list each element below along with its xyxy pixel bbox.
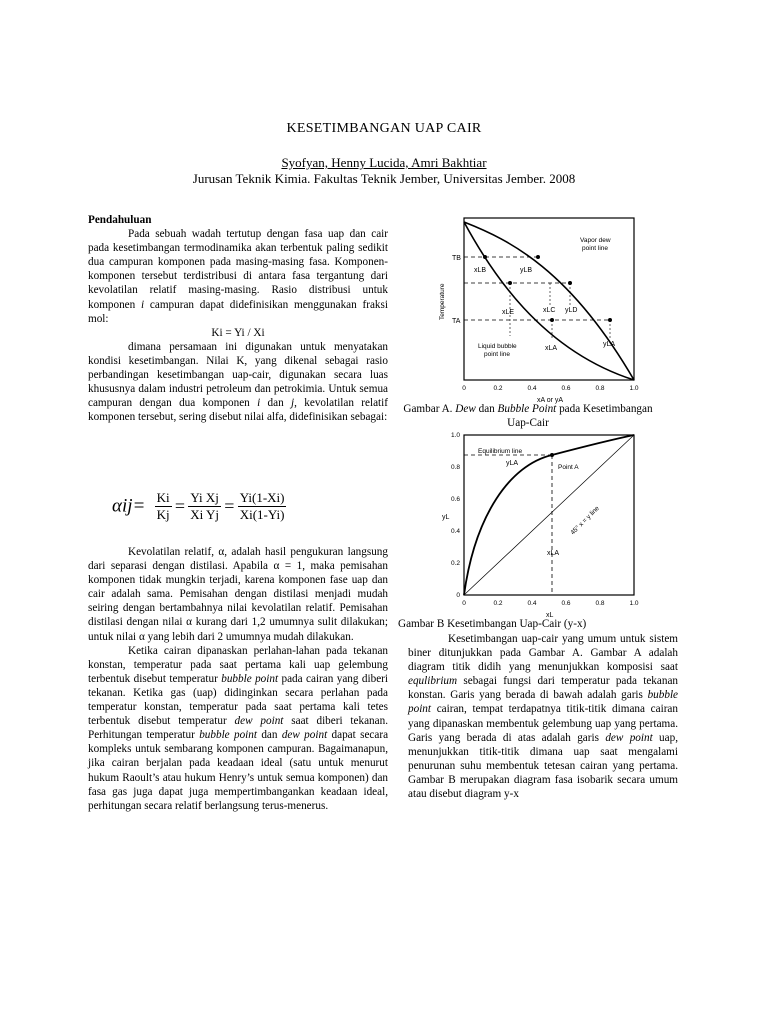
- x-tick-label: 0.6: [561, 600, 571, 607]
- figa-label-liquid: Liquid bubble: [478, 343, 517, 350]
- y-tick-label: 0.2: [450, 560, 460, 567]
- figa-label-xle: xLE: [502, 309, 515, 316]
- figa-label-ta: TA: [452, 318, 461, 325]
- figa-label-yla: yLA: [603, 341, 616, 348]
- figb-label-yla: yLA: [506, 460, 519, 467]
- figa-label-ylb: yLB: [520, 267, 533, 274]
- alpha-paragraph: Kevolatilan relatif, α, adalah hasil pengukuran langsung dari separasi dengan distilasi. Apabila α = 1, maka pemisahan komponen tidak mungkin terjadi, karena komponen fase uap dan cair adalah sama. Pemisahan dengan distilasi menjadi mudah seiring dengan bertambahnya nilai kevolatilan relatif. Pemisahan distilasi dengan nilai α kurang dari 1,2 umumnya sulit dilakukan; untuk nilai α yang lebih dari 2 umumnya mudah dilakukan.: [88, 546, 388, 643]
- left-column-lower: [88, 545, 388, 813]
- figb-label-point-a: Point A: [558, 464, 579, 471]
- figa-point: [483, 255, 487, 259]
- intro-paragraph: Pada sebuah wadah tertutup dengan fasa uap dan cair pada kesetimbangan termodinamika akan terbentuk paling sedikit dua campuran komponen pada masing-masing fasa. Komponen-komponen tersebut terdistribusi di antara fasa tergantung dari kevolatilan relatif masing-masing. Rasio distribusi untuk komponen i campuran dapat didefinisikan menggunakan fraksi mol:: [88, 228, 388, 325]
- alpha-lhs: αij=: [112, 495, 146, 517]
- figa-xticks: [462, 385, 639, 392]
- fraction-k: $\frac{Ki}{Kj}$: [156, 490, 170, 522]
- affiliation: Jurusan Teknik Kimia. Fakultas Teknik Jember, Universitas Jember. 2008: [192, 171, 576, 186]
- x-tick-label: 0: [462, 600, 466, 607]
- figa-point: [536, 255, 540, 259]
- fraction-expanded: $\frac{Yi(1-Xi)}{Xi(1-Yi)}$: [239, 490, 285, 522]
- author-list[interactable]: Syofyan, Henny Lucida, Amri Bakhtiar: [281, 155, 487, 170]
- figa-point: [508, 281, 512, 285]
- figb-point-a: [550, 453, 554, 457]
- bubble-dew-paragraph: Ketika cairan dipanaskan perlahan-lahan pada tekanan konstan, temperatur pada saat pertama kali uap gelembung terbentuk disebut temperatur bubble point pada cairan yang diberi tekanan. Ketika gas (uap) didinginkan secara perlahan pada temperatur konstan, temperatur pada saat pertama kali tetes terbentuk disebut temperatur dew point saat diberi tekanan. Perhitungan temperatur bubble point dan dew point dapat secara kompleks untuk sembarang komponen campuran. Bagaimanapun, jika cairan berjalan pada keadaan ideal (satu untuk menurut hukum Raoult’s atau hukum Henry’s untuk semua komponen) dan fasa gas juga dapat juga mempertimbangankan keadaan ideal, perhitungan secara relatif berlangsung terus-menerus.: [88, 644, 389, 812]
- figure-b-caption: Gambar B Kesetimbangan Uap-Cair (y-x): [398, 618, 587, 630]
- figa-label-xlb: xLB: [474, 267, 487, 274]
- x-tick-label: 0.8: [595, 385, 605, 392]
- k-formula: Ki = Yi / Xi: [211, 326, 265, 339]
- left-column: [88, 213, 388, 424]
- figa-label-xlc: xLC: [543, 307, 556, 314]
- y-tick-label: 0: [456, 592, 460, 599]
- figa-point: [550, 318, 554, 322]
- alpha-formula: αij= $\frac{Ki}{Kj}$ = $\frac{\text{Yi Xj}}{\text{Xi Yj}}$ = $\frac{Yi(1-Xi)}{Xi(1-Yi)}$: [112, 490, 285, 522]
- k-paragraph: dimana persamaan ini digunakan untuk menyatakan kondisi kesetimbangan. Nilai K, yang dikenal sebagai rasio perbandingan kesetimbangan uap-cair, digunakan secara luas khususnya dalam industri petroleum dan petrokimia. Untuk semua campuran dengan dua komponen i dan j, kevolatilan relatif komponen tersebut, sering disebut nilai alfa, didefinisikan sebagai:: [88, 340, 389, 424]
- x-tick-label: 1.0: [629, 600, 639, 607]
- page-title: KESETIMBANGAN UAP CAIR: [286, 121, 482, 136]
- figb-xlabel: xL: [546, 612, 554, 619]
- figb-ylabel: yL: [442, 514, 450, 521]
- y-tick-label: 1.0: [450, 432, 460, 439]
- figa-ylabel: Temperature: [439, 283, 446, 320]
- figa-label-xla: xLA: [545, 345, 558, 352]
- y-tick-label: 0.4: [450, 528, 460, 535]
- figure-a-dew-bubble-chart: [430, 210, 652, 405]
- figa-label-yld: yLD: [565, 307, 578, 314]
- figa-point: [608, 318, 612, 322]
- x-tick-label: 1.0: [629, 385, 639, 392]
- right-column: [408, 632, 678, 801]
- x-tick-label: 0.8: [595, 600, 605, 607]
- figa-label-tb: TB: [452, 255, 461, 262]
- x-tick-label: 0: [462, 385, 466, 392]
- figure-b-yx-chart: [430, 425, 652, 620]
- figa-label-liquid2: point line: [484, 351, 511, 358]
- figa-label-vapor2: point line: [582, 245, 609, 252]
- x-tick-label: 0.2: [493, 600, 503, 607]
- x-tick-label: 0.4: [527, 600, 537, 607]
- fraction-yx: $\frac{\text{Yi Xj}}{\text{Xi Yj}}$: [190, 490, 220, 522]
- x-tick-label: 0.6: [561, 385, 571, 392]
- figb-label-eq: Equilibrium line: [478, 448, 523, 455]
- y-tick-label: 0.6: [450, 496, 460, 503]
- x-tick-label: 0.4: [527, 385, 537, 392]
- figb-label-xla: xLA: [547, 550, 560, 557]
- section-heading: Pendahuluan: [88, 214, 152, 226]
- x-tick-label: 0.2: [493, 385, 503, 392]
- figb-label-diag: 45° x = y line: [569, 504, 601, 537]
- figb-diagonal: [464, 435, 634, 595]
- y-tick-label: 0.8: [450, 464, 460, 471]
- figure-a-caption: Gambar A. Dew dan Bubble Point pada Kesetimbangan Uap-Cair: [403, 403, 653, 429]
- right-paragraph: Kesetimbangan uap-cair yang umum untuk sistem biner ditunjukkan pada Gambar A. Gambar A adalah diagram titik didih yang menunjukkan komposisi saat equlibrium sebagai fungsi dari temperatur pada tekanan konstan. Garis yang berada di bawah adalah garis bubble point cairan, tempat terdapatnya titik-titik dimana cairan yang dipanaskan membentuk gelembung uap yang pertama. Garis yang berada di atas adalah garis dew point uap, menunjukkan titik-titik dimana uap saat mengalami penurunan suhu membentuk tetesan cairan yang pertama. Gambar B merupakan diagram fasa isobarik secara umum atau disebut diagram y-x: [408, 633, 679, 801]
- figa-label-vapor: Vapor dew: [580, 237, 611, 244]
- figa-xlabel: xA or yA: [537, 397, 564, 404]
- figa-point: [568, 281, 572, 285]
